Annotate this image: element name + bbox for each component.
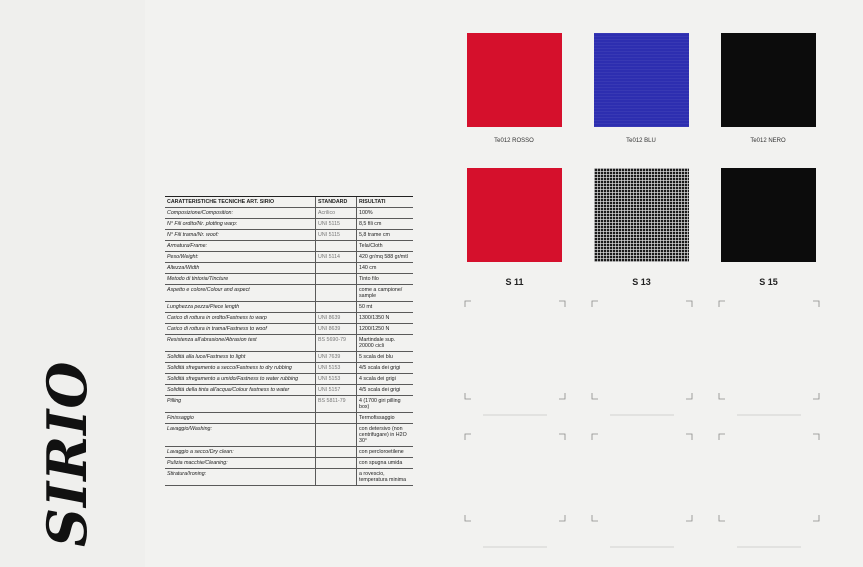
spec-standard: UNI 5115	[316, 230, 357, 241]
spec-standard	[316, 424, 357, 447]
spec-property: Lunghezza pezza/Piece length	[165, 302, 316, 313]
spec-result: con percloroetilene	[357, 447, 414, 458]
spec-result: Martindale sup. 20000 cicli	[357, 335, 414, 352]
spec-standard	[316, 447, 357, 458]
spec-result: con spugna umida	[357, 458, 414, 469]
spec-result: 1200/1250 N	[357, 324, 414, 335]
spec-result: 4/5 scala dei grigi	[357, 363, 414, 374]
table-row	[165, 285, 413, 302]
spec-standard	[316, 302, 357, 313]
table-row	[165, 313, 413, 324]
sample-s13	[594, 168, 689, 262]
spec-property: Solidità della tinta all'acqua/Colour fastness to water	[165, 385, 316, 396]
table-row	[165, 447, 413, 458]
table-row	[165, 219, 413, 230]
spec-result: 420 gr/mq 588 gr/mtl	[357, 252, 414, 263]
spec-result: 4 (1700 giri pilling box)	[357, 396, 414, 413]
spec-standard: UNI 5153	[316, 363, 357, 374]
spec-result: 140 cm	[357, 263, 414, 274]
table-row	[165, 208, 413, 219]
sample-label: S 11	[505, 277, 524, 287]
table-row	[165, 363, 413, 374]
swatch-rosso	[467, 33, 562, 127]
spec-property: N° Fili trama/Nr. woof:	[165, 230, 316, 241]
spec-property: Stiratura/Ironing:	[165, 469, 316, 486]
spec-result: a rovescio, temperatura minima	[357, 469, 414, 486]
spec-result: 50 mt	[357, 302, 414, 313]
table-row	[165, 352, 413, 363]
column-header: RISULTATI	[357, 197, 414, 208]
spec-property: Lavaggio a secco/Dry clean:	[165, 447, 316, 458]
spec-result: Termofissaggio	[357, 413, 414, 424]
spec-property: N° Fili ordito/Nr. plotting warp:	[165, 219, 316, 230]
table-row	[165, 263, 413, 274]
table-row	[165, 424, 413, 447]
spec-standard: BS 5811-79	[316, 396, 357, 413]
spec-standard: UNI 8639	[316, 324, 357, 335]
table-row	[165, 274, 413, 285]
table-row	[165, 374, 413, 385]
technical-specs-table	[165, 196, 413, 486]
spec-standard	[316, 413, 357, 424]
table-row	[165, 302, 413, 313]
spec-result: 4 scala dei grigi	[357, 374, 414, 385]
spec-result: come a campione/ sample	[357, 285, 414, 302]
table-row	[165, 324, 413, 335]
brand-title: SIRIO	[35, 360, 99, 547]
sample-s11	[467, 168, 562, 262]
spec-standard	[316, 458, 357, 469]
table-row	[165, 335, 413, 352]
table-row	[165, 252, 413, 263]
spec-result: 5 scala dei blu	[357, 352, 414, 363]
spec-property: Solidità sfregamento a umido/Fastness to water rubbing	[165, 374, 316, 385]
spec-standard	[316, 469, 357, 486]
spec-result: 8,5 fili cm	[357, 219, 414, 230]
table-row	[165, 396, 413, 413]
table-row	[165, 413, 413, 424]
spec-property: Aspetto e colore/Colour and aspect	[165, 285, 316, 302]
empty-sample-frames	[455, 295, 835, 555]
spec-property: Carico di rottura in trama/Fastness to woof	[165, 324, 316, 335]
spec-standard: Acrilico	[316, 208, 357, 219]
spec-property: Solidità alla luce/Fastness to light	[165, 352, 316, 363]
spec-standard: UNI 5157	[316, 385, 357, 396]
sample-s15	[721, 168, 816, 262]
sample-label: S 15	[759, 277, 778, 287]
swatch-blu	[594, 33, 689, 127]
table-row	[165, 385, 413, 396]
spec-property: Armatura/Frame:	[165, 241, 316, 252]
spec-property: Carico di rottura in ordito/Fastness to warp	[165, 313, 316, 324]
spec-result: 100%	[357, 208, 414, 219]
spec-property: Altezza/Width	[165, 263, 316, 274]
swatch-caption: Te012 NERO	[750, 138, 786, 144]
swatch-caption: Te012 ROSSO	[494, 138, 534, 144]
table-row	[165, 458, 413, 469]
table-row	[165, 241, 413, 252]
spec-standard: UNI 5114	[316, 252, 357, 263]
spec-property: Solidità sfregamento a secco/Fastness to dry rubbing	[165, 363, 316, 374]
spec-result: Tela/Cloth	[357, 241, 414, 252]
column-header: CARATTERISTICHE TECNICHE ART. SIRIO	[165, 197, 316, 208]
spec-standard: UNI 8639	[316, 313, 357, 324]
spec-result: 4/5 scala dei grigi	[357, 385, 414, 396]
spec-standard: BS 5690-79	[316, 335, 357, 352]
spec-standard: UNI 7639	[316, 352, 357, 363]
spec-standard	[316, 241, 357, 252]
swatch-caption: Te012 BLU	[626, 138, 656, 144]
column-header: STANDARD	[316, 197, 357, 208]
spec-standard: UNI 5153	[316, 374, 357, 385]
spec-standard	[316, 263, 357, 274]
spec-property: Pilling	[165, 396, 316, 413]
spec-property: Peso/Weight:	[165, 252, 316, 263]
spec-standard: UNI 5115	[316, 219, 357, 230]
spec-result: 1300/1350 N	[357, 313, 414, 324]
table-header-row	[165, 197, 413, 208]
spec-property: Composizione/Composition:	[165, 208, 316, 219]
spec-standard	[316, 274, 357, 285]
spec-standard	[316, 285, 357, 302]
spec-property: Resistenza all'abrasione/Abrasion test	[165, 335, 316, 352]
left-panel	[0, 0, 145, 567]
table-row	[165, 469, 413, 486]
spec-result: 5,8 trame cm	[357, 230, 414, 241]
spec-result: con detersivo (non centrifugare) in H2O 30°	[357, 424, 414, 447]
sample-label: S 13	[632, 277, 651, 287]
spec-result: Tinto filo	[357, 274, 414, 285]
spec-property: Metodo di tintoria/Tincture	[165, 274, 316, 285]
table-row	[165, 230, 413, 241]
spec-property: Finissaggio	[165, 413, 316, 424]
spec-property: Pulizia macchie/Cleaning:	[165, 458, 316, 469]
spec-property: Lavaggio/Washing:	[165, 424, 316, 447]
swatch-nero	[721, 33, 816, 127]
